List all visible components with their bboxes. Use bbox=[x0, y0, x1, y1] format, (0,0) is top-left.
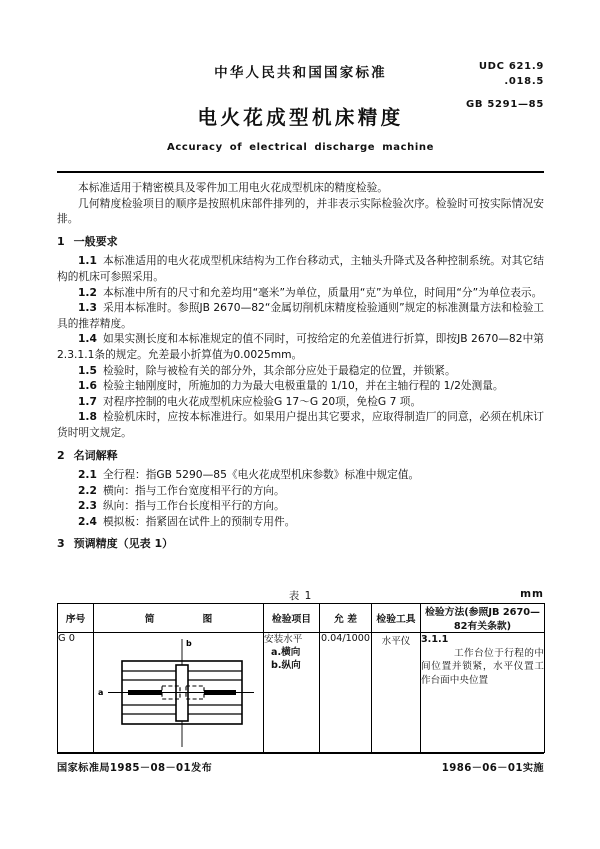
section-1-heading bbox=[57, 234, 544, 250]
clause-text: 纵向：指与工作台长度相平行的方向。 bbox=[102, 499, 285, 513]
clause-1-4 bbox=[57, 331, 544, 362]
document-body bbox=[57, 180, 544, 552]
diagram-label-a: a bbox=[98, 688, 104, 697]
clause-number: 2.4 bbox=[78, 514, 97, 528]
clause-2-1 bbox=[57, 467, 544, 483]
clause-text: 检验机床时，应按本标准进行。如果用户提出其它要求，应取得制造厂的同意，必须在机床订货时明文规定。 bbox=[57, 410, 544, 439]
intro-paragraph-1: 本标准适用于精密模具及零件加工用电火花成型机床的精度检验。 bbox=[78, 181, 388, 194]
national-standard-label: 中华人民共和国国家标准 bbox=[214, 65, 387, 81]
clause-number: 1.3 bbox=[78, 301, 97, 315]
cell-diagram bbox=[94, 633, 264, 753]
document-footer bbox=[57, 752, 544, 781]
method-code: 3.1.1 bbox=[421, 634, 449, 645]
clause-2-2 bbox=[57, 483, 544, 499]
table-unit: mm bbox=[520, 588, 544, 600]
document-header bbox=[57, 0, 544, 170]
english-title: Accuracy of electrical discharge machine bbox=[167, 142, 434, 153]
column-header-method: 检验方法(参照JB 2670—82有关条款) bbox=[421, 604, 545, 633]
clause-text: 全行程：指GB 5290—85《电火花成型机床参数》标准中规定值。 bbox=[102, 468, 420, 482]
clause-text: 本标准适用的电火花成型机床结构为工作台移动式，主轴头升降式及各种控制系统。对其它结构的机床可参照采用。 bbox=[57, 254, 544, 283]
clause-2-4 bbox=[57, 514, 544, 530]
table-caption: 表 1 bbox=[288, 590, 313, 602]
document-page bbox=[57, 0, 544, 849]
clause-number: 1.5 bbox=[78, 363, 97, 377]
cell-tolerance: 0.04/1000 bbox=[320, 633, 372, 753]
clause-1-6 bbox=[57, 378, 544, 394]
clause-text: 模拟板：指紧固在试件上的预制专用件。 bbox=[102, 514, 296, 528]
clause-number: 1.4 bbox=[78, 332, 97, 346]
clause-1-2 bbox=[57, 285, 544, 301]
publish-date: 国家标准局1985－08－01发布 bbox=[57, 763, 213, 774]
clause-number: 1.8 bbox=[78, 410, 97, 424]
column-header-tolerance: 允 差 bbox=[320, 604, 372, 633]
header-divider bbox=[57, 171, 544, 173]
clause-2-3 bbox=[57, 498, 544, 514]
section-2-title: 名词解释 bbox=[73, 448, 118, 462]
column-header-diagram-char-1: 简 bbox=[144, 614, 155, 625]
standard-number: GB 5291—85 bbox=[465, 99, 544, 110]
machine-table-diagram bbox=[94, 633, 263, 751]
item-sub-a: a.横向 bbox=[271, 647, 301, 658]
udc-line-2: .018.5 bbox=[504, 75, 544, 87]
item-sub-b: b.纵向 bbox=[271, 660, 301, 671]
clause-1-1 bbox=[57, 253, 544, 284]
cell-row-no: G 0 bbox=[58, 633, 94, 753]
column-header-tool: 检验工具 bbox=[372, 604, 421, 633]
clause-number: 2.3 bbox=[78, 499, 97, 513]
table-row bbox=[58, 633, 545, 753]
section-2-number: 2 bbox=[57, 448, 65, 462]
clause-number: 1.1 bbox=[78, 254, 97, 268]
clause-text: 本标准中所有的尺寸和允差均用“毫米”为单位，质量用“克”为单位，时间用“分”为单位表示。 bbox=[102, 285, 543, 299]
table-caption-row bbox=[57, 588, 544, 603]
method-text: 工作台位于行程的中间位置并锁紧，水平仪置工作台面中央位置 bbox=[421, 648, 544, 686]
specification-table bbox=[57, 603, 545, 753]
clause-1-5 bbox=[57, 363, 544, 379]
section-2-heading bbox=[57, 448, 544, 464]
clause-number: 2.2 bbox=[78, 483, 97, 497]
clause-number: 1.2 bbox=[78, 285, 97, 299]
clause-1-8 bbox=[57, 409, 544, 440]
cell-tool: 水平仪 bbox=[372, 633, 421, 753]
clause-1-7 bbox=[57, 394, 544, 410]
column-header-item: 检验项目 bbox=[264, 604, 320, 633]
section-3-number: 3 bbox=[57, 537, 65, 551]
item-main-label: 安装水平 bbox=[264, 634, 303, 645]
clause-text: 检验主轴刚度时，所施加的力为最大电极重量的 1/10，并在主轴行程的 1/2处测量。 bbox=[102, 379, 504, 393]
footer-row bbox=[57, 759, 544, 781]
clause-number: 1.7 bbox=[78, 394, 97, 408]
section-3-heading bbox=[57, 536, 544, 552]
clause-text: 横向：指与工作台宽度相平行的方向。 bbox=[102, 483, 285, 497]
section-1-title: 一般要求 bbox=[73, 234, 118, 248]
section-1-number: 1 bbox=[57, 234, 65, 248]
column-header-diagram bbox=[94, 604, 264, 633]
clause-text: 如果实测长度和本标准规定的值不同时，可按给定的允差值进行折算，即按JB 2670—82中第2.3.1.1条的规定。允差最小折算值为0.0025mm。 bbox=[57, 332, 544, 361]
clause-text: 检验时，除与被检有关的部分外，其余部分应处于最稳定的位置，并锁紧。 bbox=[102, 363, 456, 377]
section-3-title: 预调精度（见表 1） bbox=[73, 537, 174, 551]
clause-text: 采用本标准时。参照JB 2670—82“金属切削机床精度检验通则”规定的标准测量方法和检验工具的推荐精度。 bbox=[57, 301, 544, 330]
clause-number: 1.6 bbox=[78, 379, 97, 393]
diagram-label-b: b bbox=[186, 639, 192, 648]
clause-1-3 bbox=[57, 300, 544, 331]
table-header-row bbox=[58, 604, 545, 633]
effective-date: 1986－06－01实施 bbox=[441, 763, 544, 774]
udc-line-1: UDC 621.9 bbox=[478, 61, 544, 72]
standard-identifiers bbox=[466, 60, 544, 113]
clause-text: 对程序控制的电火花成型机床应检验G 17～G 20项，免检G 7 项。 bbox=[102, 394, 422, 408]
cell-method bbox=[421, 633, 545, 753]
column-header-no: 序号 bbox=[58, 604, 94, 633]
intro-paragraph-2: 几何精度检验项目的顺序是按照机床部件排列的，并非表示实际检验次序。检验时可按实际情况安排。 bbox=[57, 196, 544, 226]
cell-inspection-item bbox=[264, 633, 320, 753]
column-header-diagram-char-2: 图 bbox=[202, 614, 213, 625]
machine-cross-section-svg bbox=[94, 633, 264, 751]
specification-table-block bbox=[57, 588, 544, 753]
page-title: 电火花成型机床精度 bbox=[197, 106, 404, 129]
clause-number: 2.1 bbox=[78, 468, 97, 482]
footer-divider bbox=[57, 752, 544, 754]
